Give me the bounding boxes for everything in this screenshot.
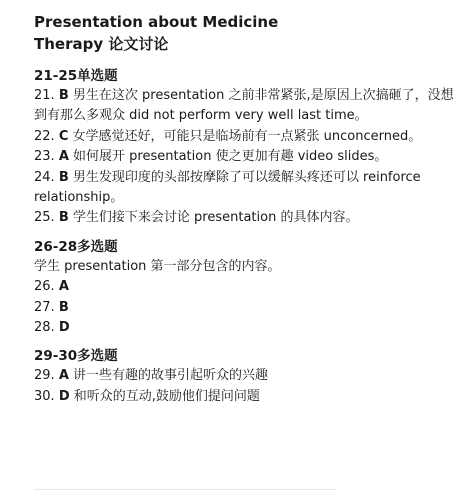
question-number: 30. (34, 388, 55, 404)
question-text: 学生们接下来会讨论 presentation 的具体内容。 (72, 210, 359, 226)
section-heading: 21-25单选题 (34, 68, 118, 84)
question-30 (34, 387, 460, 407)
question-answer: B (58, 88, 69, 103)
question-number: 28. (34, 320, 55, 336)
question-number: 27. (34, 299, 55, 315)
question-number: 26. (34, 279, 55, 295)
question-answer: D (58, 388, 70, 404)
question-22 (34, 127, 460, 147)
question-number: 23. (34, 149, 55, 165)
question-29 (34, 366, 460, 386)
question-23 (34, 147, 460, 167)
question-number: 22. (34, 128, 55, 144)
bottom-divider (34, 489, 336, 490)
question-answer: D (58, 320, 70, 336)
question-number: 24. (34, 169, 55, 185)
section-heading: 29-30多选题 (34, 348, 118, 365)
question-answer: A (58, 279, 69, 295)
section-multiple-choice-26-28 (34, 237, 460, 339)
question-25 (34, 208, 460, 228)
question-text: 如何展开 presentation 使之更加有趣 video slides。 (73, 149, 388, 165)
question-text: 男生在这次 presentation 之前非常紧张,是原因上次搞砸了，没想到有那么多观众 did not perform very well last time。 (34, 88, 454, 124)
question-27 (34, 298, 460, 318)
question-text: 女学感觉还好，可能只是临场前有一点紧张 unconcerned。 (72, 128, 422, 144)
question-24 (34, 168, 460, 209)
question-number: 29. (34, 368, 55, 384)
question-number: 25. (34, 210, 55, 226)
question-answer: A (58, 149, 69, 165)
question-21 (34, 86, 460, 127)
question-text: 男生发现印度的头部按摩除了可以缓解头疼还可以 reinforce relationship。 (34, 169, 421, 206)
question-26 (34, 277, 460, 297)
question-number: 21. (34, 88, 55, 103)
question-answer: B (58, 299, 69, 315)
question-answer: C (58, 128, 69, 144)
document-title: Presentation about Medicine Therapy 论文讨论 (34, 13, 279, 53)
question-text: 讲一些有趣的故事引起听众的兴趣 (73, 368, 269, 384)
section-single-choice-21-25 (34, 66, 460, 229)
question-text: 和听众的互动,鼓励他们提问问题 (73, 388, 260, 404)
section-heading: 26-28多选题 (34, 238, 118, 255)
section-multiple-choice-29-30 (34, 346, 460, 407)
section-intro: 学生 presentation 第一部分包含的内容。 (34, 258, 281, 274)
question-28 (34, 318, 460, 338)
question-answer: A (58, 368, 69, 384)
question-answer: B (58, 210, 69, 226)
question-answer: B (58, 169, 69, 185)
